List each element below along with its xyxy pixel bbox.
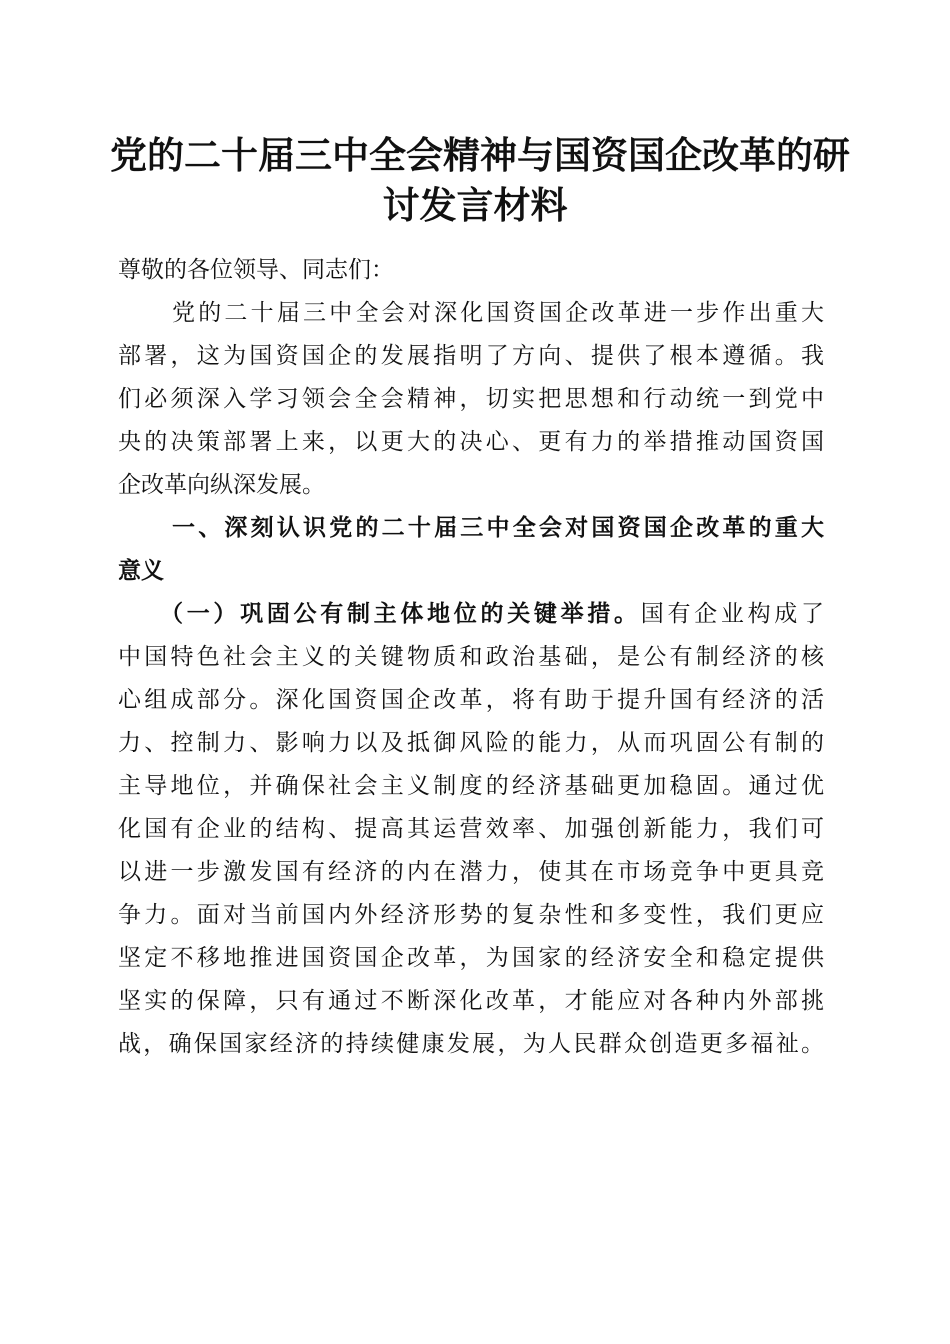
intro-line-4: 央的决策部署上来，以更大的决心、更有力的举措推动国资国 [118, 429, 824, 455]
intro-line-2: 部署，这为国资国企的发展指明了方向、提供了根本遵循。我 [118, 343, 824, 369]
subsection-1-line-6: 化国有企业的结构、提高其运营效率、加强创新能力，我们可 [118, 816, 824, 842]
document-body [118, 249, 824, 1066]
title-line-2: 讨发言材料 [382, 183, 568, 227]
subsection-1-paragraph [118, 593, 824, 1066]
salutation: 尊敬的各位领导、同志们： [118, 257, 394, 283]
subsection-1-heading: （一）巩固公有制主体地位的关键举措。 [160, 601, 641, 627]
subsection-1-first-line-rest: 国有企业构成了 [640, 601, 825, 627]
intro-paragraph [118, 292, 824, 507]
title-line-1: 党的二十届三中全会精神与国资国企改革的研 [110, 133, 850, 177]
intro-line-3: 们必须深入学习领会全会精神，切实把思想和行动统一到党中 [118, 386, 824, 412]
section-1-heading-line-1: 一、深刻认识党的二十届三中全会对国资国企改革的重大 [172, 515, 824, 541]
subsection-1-line-11: 战，确保国家经济的持续健康发展，为人民群众创造更多福祉。 [118, 1031, 824, 1057]
section-1-heading [118, 507, 824, 593]
subsection-1-line-2: 中国特色社会主义的关键物质和政治基础，是公有制经济的核 [118, 644, 824, 670]
document-title [110, 130, 850, 230]
subsection-1-line-9: 坚定不移地推进国资国企改革，为国家的经济安全和稳定提供 [118, 945, 824, 971]
subsection-1-line-5: 主导地位，并确保社会主义制度的经济基础更加稳固。通过优 [118, 773, 824, 799]
intro-line-1: 党的二十届三中全会对深化国资国企改革进一步作出重大 [172, 300, 824, 326]
subsection-1-line-3: 心组成部分。深化国资国企改革，将有助于提升国有经济的活 [118, 687, 824, 713]
subsection-1-line-10: 坚实的保障，只有通过不断深化改革，才能应对各种内外部挑 [118, 988, 824, 1014]
intro-line-5: 企改革向纵深发展。 [118, 472, 325, 498]
section-1-heading-line-2: 意义 [118, 558, 164, 584]
subsection-1-line-8: 争力。面对当前国内外经济形势的复杂性和多变性，我们更应 [118, 902, 824, 928]
subsection-1-line-1 [118, 593, 824, 636]
subsection-1-line-7: 以进一步激发国有经济的内在潜力，使其在市场竞争中更具竞 [118, 859, 824, 885]
subsection-1-line-4: 力、控制力、影响力以及抵御风险的能力，从而巩固公有制的 [118, 730, 824, 756]
